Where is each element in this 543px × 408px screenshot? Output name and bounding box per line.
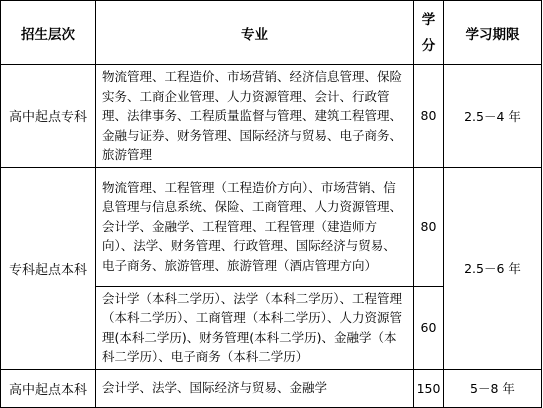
level-cell: 高中起点专科 xyxy=(1,65,96,168)
header-level: 招生层次 xyxy=(1,1,96,65)
header-credit xyxy=(414,1,444,65)
level-cell: 专科起点本科 xyxy=(1,167,96,369)
major-cell: 物流管理、工程造价、市场营销、经济信息管理、保险实务、工商企业管理、人力资源管理、会计、行政管理、法律事务、工程质量监督与管理、建筑工程管理、金融与证券、财务管理、国际经济与贸易、电子商务、旅游管理 xyxy=(96,65,414,168)
credit-cell: 80 xyxy=(414,167,444,286)
credit-cell: 150 xyxy=(414,369,444,407)
period-cell: 5－8 年 xyxy=(444,369,542,407)
period-cell: 2.5－6 年 xyxy=(444,167,542,369)
level-cell: 高中起点本科 xyxy=(1,369,96,407)
major-cell: 物流管理、工程管理（工程造价方向）、市场营销、信息管理与信息系统、保险、工商管理、人力资源管理、会计学、金融学、工程管理、工程管理（建造师方向）、法学、财务管理、行政管理、国际经济与贸易、电子商务、旅游管理、旅游管理（酒店管理方向） xyxy=(96,167,414,286)
period-cell: 2.5－4 年 xyxy=(444,65,542,168)
table-header-row xyxy=(1,1,542,65)
credit-cell: 80 xyxy=(414,65,444,168)
table-row xyxy=(1,167,542,286)
header-major: 专业 xyxy=(96,1,414,65)
major-cell: 会计学、法学、国际经济与贸易、金融学 xyxy=(96,369,414,407)
credit-cell: 60 xyxy=(414,286,444,369)
header-period: 学习期限 xyxy=(444,1,542,65)
header-credit-label: 学分 xyxy=(421,11,436,54)
major-cell: 会计学（本科二学历）、法学（本科二学历）、工程管理（本科二学历）、工商管理（本科二学历）、人力资源管理(本科二学历)、财务管理(本科二学历)、金融学（本科二学历）、电子商务（本科二学历） xyxy=(96,286,414,369)
table-row xyxy=(1,369,542,407)
table-row xyxy=(1,65,542,168)
